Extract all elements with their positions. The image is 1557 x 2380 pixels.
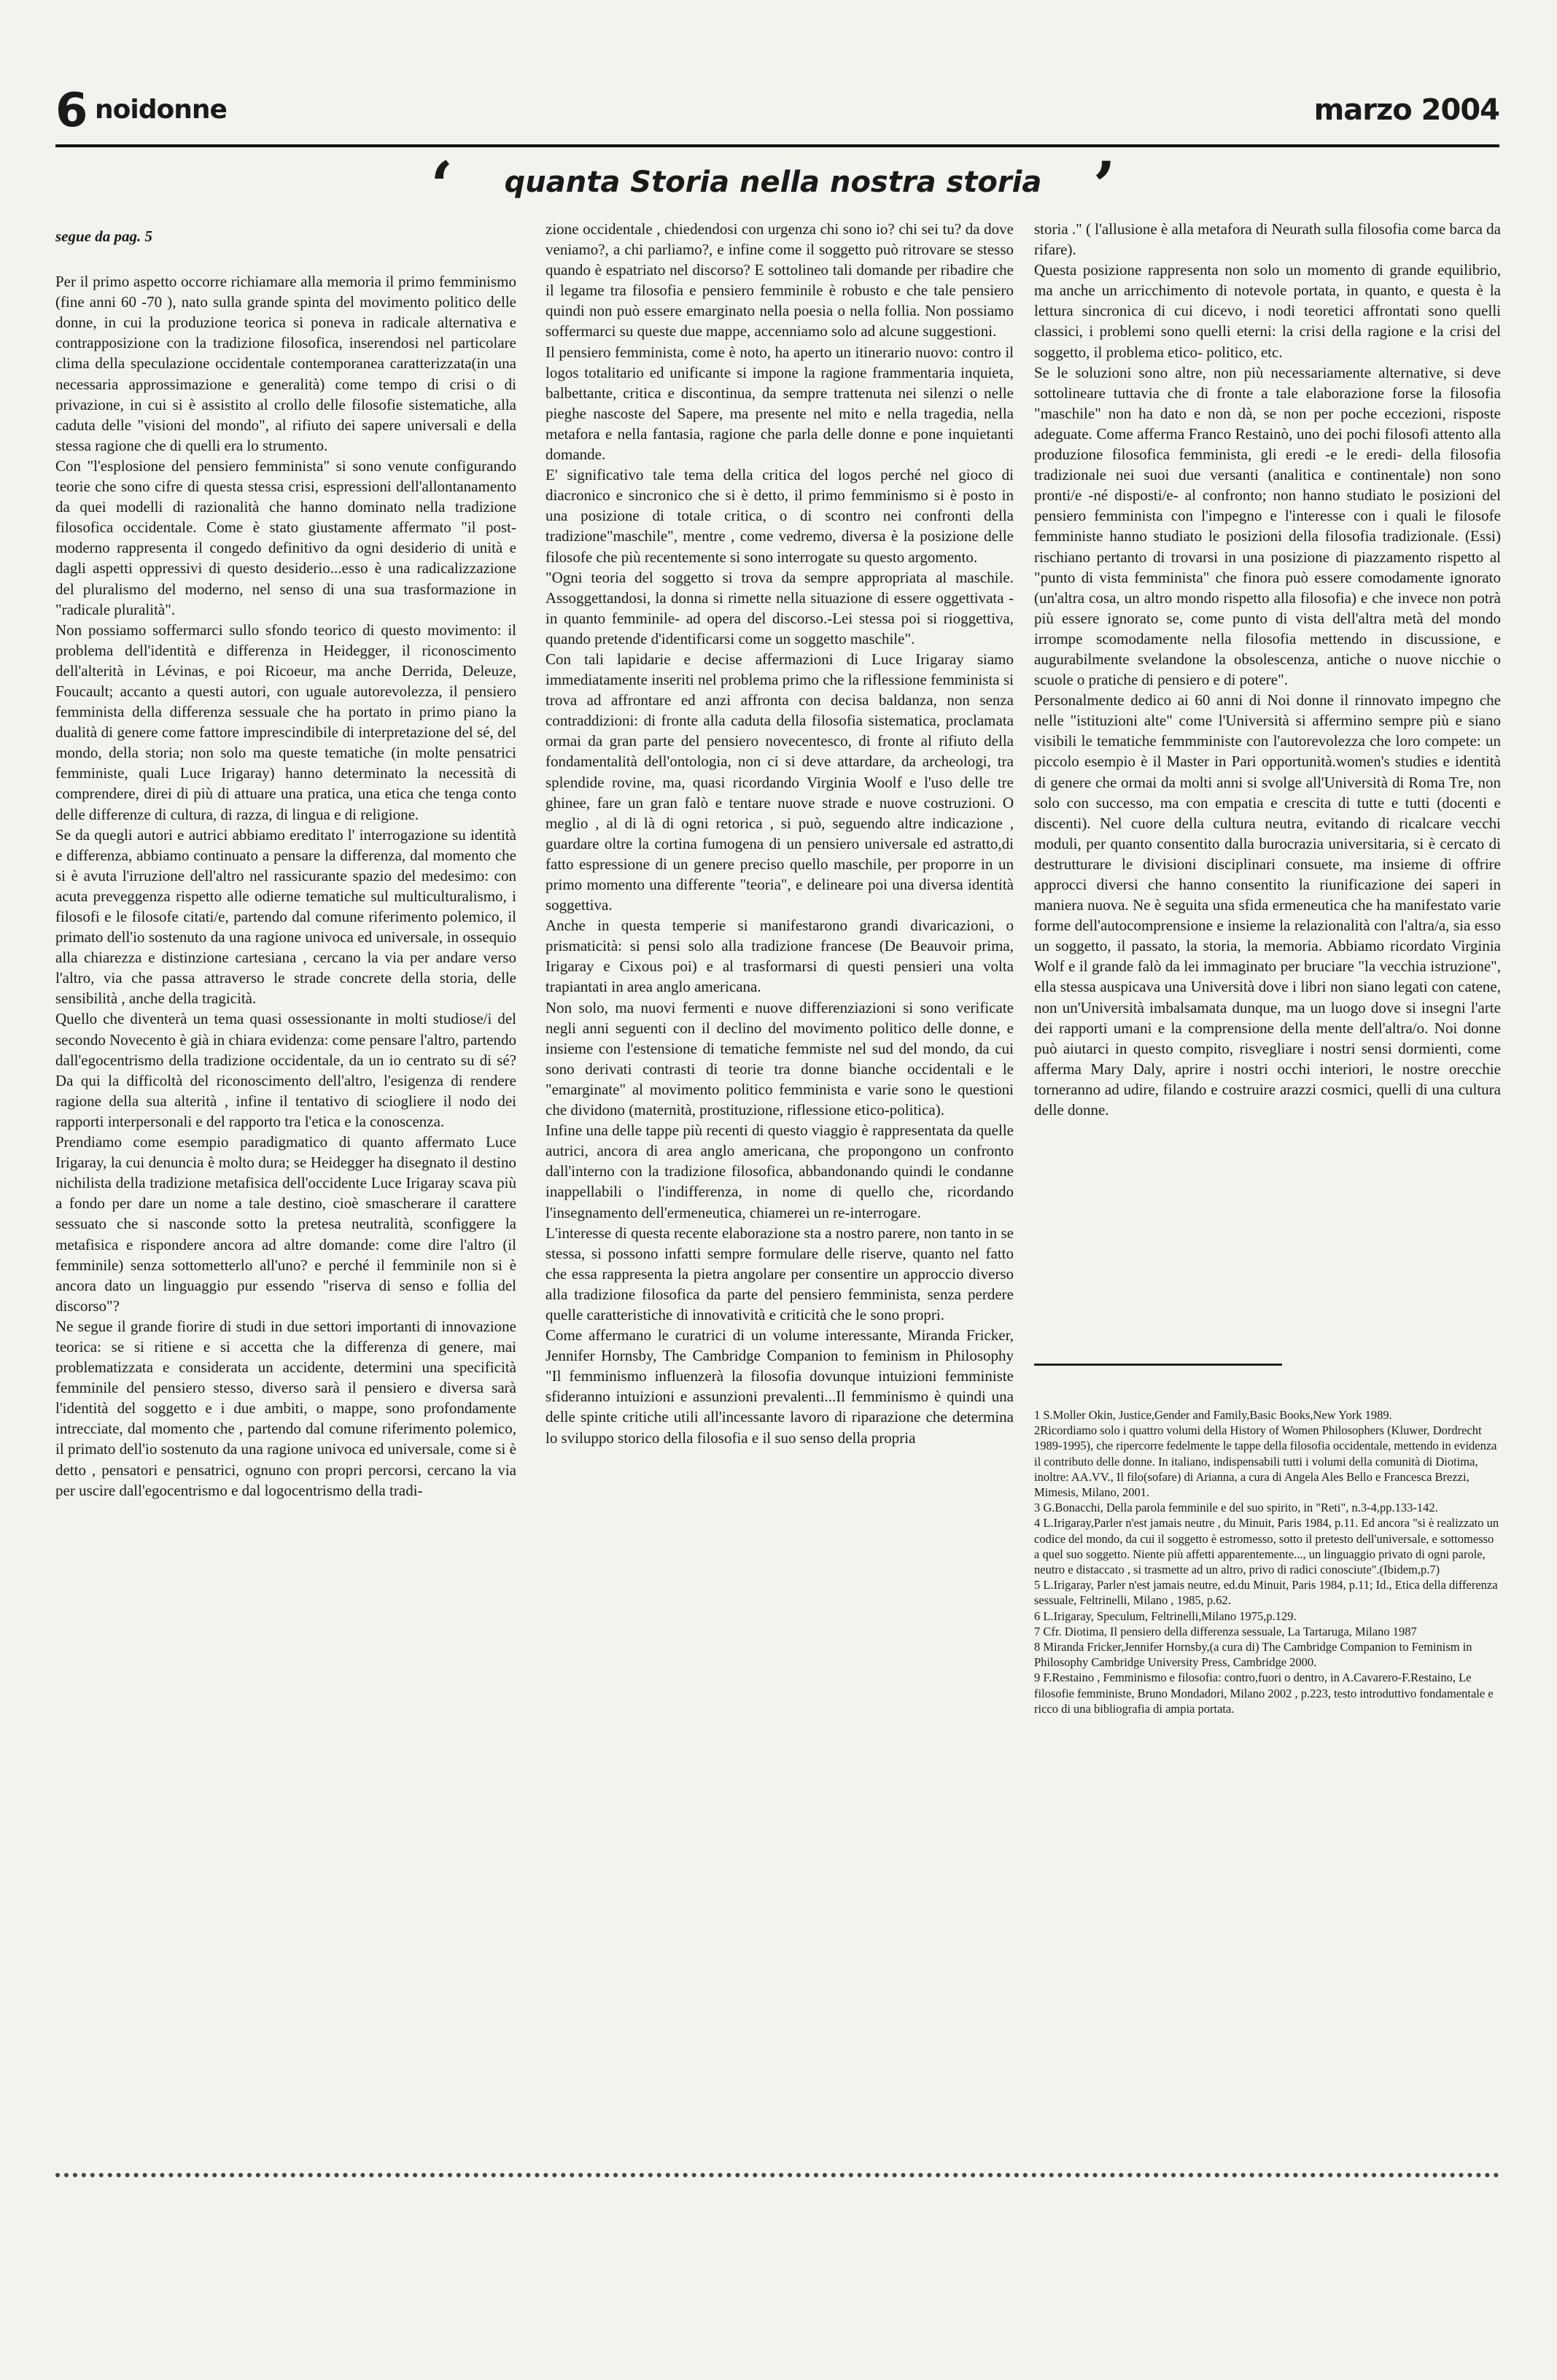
paragraph: Questa posizione rappresenta non solo un momento di grande equilibrio, ma anche un arricchimento di notevole portata, in quanto, e questa è la lettura sincronica di cui dicevo, i nodi teoretici affrontati sono quelli classici, i problemi sono quelli eterni: la crisi della ragione e la crisi del soggetto, il problema etico- politico, etc.	[1034, 261, 1501, 361]
masthead	[55, 82, 1499, 140]
paragraph: E' significativo tale tema della critica del logos perché nel gioco di diacronico e sincronico che si è detto, il primo femminismo si è posto in una posizione di totale critica, o di scontro nei confronti della tradizione"maschile", mentre , come vedremo, diversa è la posizione delle filosofe che più recentemente si sono interrogate su questo argomento.	[545, 466, 1014, 566]
paragraph: Se da quegli autori e autrici abbiamo ereditato l' interrogazione su identità e differenza, abbiamo continuato a pensare la differenza, dal momento che si è avuta l'irruzione dell'altro nel rassicurante spazio del medesimo: con acuta preveggenza rispetto alle odierne tematiche sul multiculturalismo, i filosofi e le filosofe citati/e, partendo dal comune riferimento polemico, il primato dell'io sostenuto da una ragione univoca ed universale, in ossequio alla chiarezza e distinzione cartesiana , cercano la via per andare verso l'altro, via che passa attraverso le strade concrete della storia, delle sensibilità , anche della tragicità.	[55, 825, 516, 1008]
paragraph: zione occidentale , chiedendosi con urgenza chi sono io? chi sei tu? da dove veniamo?, a chi parliamo?, e infine come il soggetto può ritrovare se stesso quando è espatriato nel discorso? E sottolineo tali domande per ribadire che il legame tra filosofia e pensiero femminile è robusto e che tale pensiero quindi non può essere emarginato nella poesia o nella follia. Non possiamo soffermarci su queste due mappe, accenniamo solo ad alcune suggestioni.	[545, 220, 1014, 341]
header-rule	[55, 144, 1499, 147]
footnote: 1 S.Moller Okin, Justice,Gender and Family,Basic Books,New York 1989.	[1034, 1408, 1392, 1422]
footnote: 9 F.Restaino , Femminismo e filosofia: contro,fuori o dentro, in A.Cavarero-F.Restaino, Le filosofie femministe, Bruno Mondadori, Milano 2002 , p.223, testo introduttivo fondamentale e ricco di una bibliografia di ampia portata.	[1034, 1671, 1494, 1716]
paragraph: Per il primo aspetto occorre richiamare alla memoria il primo femminismo (fine anni 60 -70 ), nato sulla grande spinta del movimento politico delle donne, in cui la produzione teorica si poneva in radicale alternativa e contrapposizione con la tradizione filosofica, inserendosi nel particolare clima della speculazione occidentale contemporanea caratterizzata(in una necessaria approssimazione e generalità) come tempo di crisi o di privazione, in cui si è assistito al crollo delle filosofie sistematiche, alla caduta delle "visioni del mondo", al rifiuto dei sapere universali e della stessa ragione che di quelli era lo strumento.	[55, 273, 516, 454]
footnote: 3 G.Bonacchi, Della parola femminile e del suo spirito, in "Reti", n.3-4,pp.133-142.	[1034, 1501, 1438, 1515]
paragraph: Anche in questa temperie si manifestarono grandi divaricazioni, o prismaticità: si pensi solo alla tradizione francese (De Beauvoir prima, Irigaray e Cixous poi) e al trasformarsi di questi pensieri una volta trapiantati in area anglo americana.	[545, 917, 1014, 996]
page-number: 6	[55, 84, 88, 138]
paragraph: Non solo, ma nuovi fermenti e nuove differenziazioni si sono verificate negli anni seguenti con il declino del movimento politico delle donne, e insieme con l'estensione di tematiche femmiste nel sud del mondo, da cui sono derivati contrasti di teorie tra donne bianche occidentali e le "emarginate" al movimento politico femminista e varie sono le questioni che dividono (maternità, prostituzione, riflessione etico-politica).	[545, 998, 1014, 1119]
footnote: 6 L.Irigaray, Speculum, Feltrinelli,Milano 1975,p.129.	[1034, 1609, 1297, 1623]
paragraph: Come affermano le curatrici di un volume interessante, Miranda Fricker, Jennifer Hornsby, The Cambridge Companion to feminism in Philosophy "Il femminismo influenzerà la filosofia dovunque intuizioni femministe sfideranno intuizioni e assunzioni prevalenti...Il femminismo è quindi una delle spinte critiche utili all'incessante lavoro di riparazione che determina lo sviluppo storico della filosofia e il suo senso della propria	[545, 1326, 1014, 1447]
footnote: 7 Cfr. Diotima, Il pensiero della differenza sessuale, La Tartaruga, Milano 1987	[1034, 1624, 1417, 1638]
continued-from-label: segue da pag. 5	[55, 228, 152, 245]
article-column-2	[545, 219, 1014, 2173]
footnote: 4 L.Irigaray,Parler n'est jamais neutre , du Minuit, Paris 1984, p.11. Ed ancora "si è realizzato un codice del mondo, da cui il soggetto è estromesso, sotto il pretesto dell'universale, e sottomesso a quel suo soggetto. Niente più affetti apparentemente..., un linguaggio privato di ogni parole, neutro e distaccato , si trasmette ad un altro, privo di radici conosciute".(Ibidem,p.7)	[1034, 1516, 1499, 1577]
article-column-1	[55, 226, 516, 2166]
paragraph: Prendiamo come esempio paradigmatico di quanto affermato Luce Irigaray, la cui denuncia è molto dura; se Heidegger ha disegnato il destino nichilista della tradizione metafisica dell'occidente Luce Irigaray scava più a fondo per dare un nome a tale destino, cioè smascherare il carattere sessuato che si nasconde sotto la pretesa neutralità, sconfiggere la metafisica e rispondere ancora ad altre domande: come dire l'altro (il femminile) senza sottometterlo all'uno? e perché il femminile non si è ancora dato un linguaggio pur essendo "riserva di senso e follia del discorso"?	[55, 1133, 516, 1315]
paragraph: Ne segue il grande fiorire di studi in due settori importanti di innovazione teorica: se si ritiene e si accetta che la differenza di genere, mai problematizzata e considerata un accidente, determini una specificità femminile del pensiero stesso, diverso sarà il pensiero e diversa sarà l'identità del soggetto e i due ambiti, o mappe, sono profondamente intrecciate, dal momento che , partendo dal comune riferimento polemico, il primato dell'io sostenuto da una ragione univoca ed universale, come si è detto , pensatori e pensatrici, ognuno con propri percorsi, cercano la via per uscire dall'egocentrismo e dal logocentrismo della tradi-	[55, 1317, 516, 1499]
footnote: 2Ricordiamo solo i quattro volumi della History of Women Philosophers (Kluwer, Dordrecht 1989-1995), che ripercorre fedelmente le tappe della filosofia occidentale, mettendo in evidenza il contributo delle donne. In italiano, indispensabili tutti i volumi della comunità di Diotima, inoltre: AA.VV., Il filo(sofare) di Arianna, a cura di Angela Ales Bello e Francesca Brezzi, Mimesis, Milano, 2001.	[1034, 1423, 1497, 1500]
article-column-3	[1034, 219, 1501, 1312]
section-title	[408, 147, 1138, 225]
open-quote-glyph: ‘	[430, 147, 454, 225]
paragraph: storia ." ( l'allusione è alla metafora di Neurath sulla filosofia come barca da rifare).	[1034, 220, 1501, 259]
footnote: 8 Miranda Fricker,Jennifer Hornsby,(a cura di) The Cambridge Companion to Feminism in Philosophy Cambridge University Press, Cambridge 2000.	[1034, 1640, 1472, 1670]
paragraph: Infine una delle tappe più recenti di questo viaggio è rappresentata da quelle autrici, ancora di area anglo americana, che propongono un confronto dall'interno con la tradizione filosofica, abbandonando quindi le condanne inappellabili o l'indifferenza, in nome di quello che, ricordando l'insegnamento dell'ermeneutica, chiamerei un re-interrogare.	[545, 1121, 1014, 1221]
paragraph: "Ogni teoria del soggetto si trova da sempre appropriata al maschile. Assoggettandosi, la donna si rimette nella situazione di essere oggettivata -in quanto femminile- ad opera del discorso.-Lei stessa poi si rioggettiva, quando pretende d'identificarsi come un soggetto maschile".	[545, 568, 1014, 648]
paragraph: Se le soluzioni sono altre, non più necessariamente alternative, si deve sottolineare tuttavia che di fronte a tale elaborazione forse la filosofia "maschile" non ha dato e non dà, se non per poche eccezioni, risposte adeguate. Come afferma Franco Restainò, uno dei pochi filosofi attento alla produzione filosofica femminista, gli eredi -e le eredi- della filosofia tradizionale nei suoi due versanti (analitica e continentale) non sono pronti/e -né disposti/e- al confronto; non hanno studiato le posizioni del pensiero femminista con l'impegno e l'interesse con i quali le filosofe femministe hanno studiato le posizioni della filosofia tradizionale. (Essi) rischiano pertanto di trovarsi in una posizione di piazzamento rispetto al "punto di vista femminista" che finora può essere comodamente ignorato (un'altra cosa, un altro mondo rispetto alla filosofia) e che invece non potrà più essere ignorato se, come punto di vista dell'altra metà del mondo irrompe scomodamente nella filosofia mettendo in discussione, e augurabilmente svelandone la obsolescenza, antiche o nuove nicchie o scuole o pratiche di pensiero e di potere".	[1034, 363, 1501, 689]
footnote: 5 L.Irigaray, Parler n'est jamais neutre, ed.du Minuit, Paris 1984, p.11; Id., Etica della differenza sessuale, Feltrinelli, Milano , 1985, p.62.	[1034, 1578, 1498, 1608]
close-quote-glyph: ’	[1092, 147, 1116, 225]
paragraph: Il pensiero femminista, come è noto, ha aperto un itinerario nuovo: contro il logos totalitario ed unificante si impone la ragione frammentaria inquieta, balbettante, critica e discontinua, da sempre trattenuta nei silenzi o nelle pieghe nascoste del Sapere, ma presente nel mito e nella tragedia, nella metafora e nella fantasia, ragione che parla delle donne e pone inquietanti domande.	[545, 343, 1014, 464]
section-title-text: quanta Storia nella nostra storia	[504, 166, 1042, 199]
paragraph: L'interesse di questa recente elaborazione sta a nostro parere, non tanto in se stessa, si possono infatti sempre formulare delle riserve, quanto nel fatto che essa rappresenta la pietra angolare per consentire un approccio diverso alla tradizione filosofica da parte del pensiero femminista, senza perdere quelle caratteristiche di innovatività e criticità che le sono propri.	[545, 1224, 1014, 1323]
masthead-name: noidonne	[95, 95, 227, 125]
issue-date: marzo 2004	[1313, 93, 1499, 127]
paragraph: Personalmente dedico ai 60 anni di Noi donne il rinnovato impegno che nelle "istituzioni alte" come l'Università si affermino sempre più e siano visibili le tematiche femmministe con l'autorevolezza che loro compete: un piccolo esempio è il Master in Pari opportunità.women's studies e identità di genere che ormai da molti anni si svolge all'Università di Roma Tre, non solo con successo, ma con empatia e crescita di tutte e tutti (docenti e discenti). Nel cuore della cultura neutra, evitando di ricalcare vecchi moduli, per quanto consentito dalla burocrazia universitaria, si è cercato di destrutturare le divisioni disciplinari consuete, ma insieme di offrire approcci diversi che hanno consentito la riunificazione dei saperi in maniera nuova. Ne è seguita una sfida ermeneutica che ha manifestato varie forme dell'autocomprensione e insieme la relazionalità con l'altra/a, sia esso un soggetto, il passato, la storia, la memoria. Abbiamo ricordato Virginia Wolf e il grande falò da lei immaginato per bruciare "la vecchia istruzione", ella stessa auspicava una Università dove i libri non siano legati con catene, non un'Università imbalsamata dunque, ma un luogo dove si insegni l'arte dei rapporti umani e la comprensione della mente dell'altra/o. Noi donne può aiutarci in questo compito, risvegliare i nostri sensi dormienti, come afferma Mary Daly, aprire i nostri occhi interiori, le nostre orecchie torneranno ad udire, filando e costruire arazzi cosmici, quelli di una cultura delle donne.	[1034, 691, 1501, 1119]
paragraph: Con "l'esplosione del pensiero femminista" si sono venute configurando teorie che sono cifre di questa stessa crisi, espressioni dell'allontanamento da quei modelli di razionalità che hanno dominato nella tradizione filosofica occidentale. Come è stato giustamente affermato "il post-moderno rappresenta il congedo definitivo da ogni desiderio di unità e dagli aspetti oppressivi di questo desiderio...esso è una radicalizzazione del pluralismo del moderno, nel senso di una sua trasformazione in "radicale pluralità".	[55, 456, 516, 618]
footnotes	[1034, 1407, 1501, 2166]
paragraph: Non possiamo soffermarci sullo sfondo teorico di questo movimento: il problema dell'identità e differenza in Heidegger, il riconoscimento dell'alterità in Lévinas, e poi Ricoeur, ma anche Derrida, Deleuze, Foucault; accanto a questi autori, con uguale autorevolezza, il pensiero femminista della differenza sessuale che ha portato in primo piano la dualità di genere come fattore imprescindibile di interpretazione del sé, del mondo, della storia; non solo ma queste tematiche (in molte pensatrici femministe, quali Luce Irigaray) hanno determinato la necessità di comprendere, direi di più di attuare una pratica, una etica che tenga conto delle differenze di cultura, di razza, di lingua e di religione.	[55, 621, 516, 823]
footnote-rule	[1034, 1364, 1282, 1366]
paragraph: Quello che diventerà un tema quasi ossessionante in molti studiose/i del secondo Novecento è già in chiara evidenza: come pensare l'altro, partendo dall'egocentrismo della tradizione occidentale, da un io centrato su di sé? Da qui la difficoltà del riconoscimento dell'altro, l'esigenza di rendere ragione della sua alterità , infine il tentativo di sciogliere il nodo dei rapporti interpersonali e del rapporto tra l'etica e la conoscenza.	[55, 1010, 516, 1130]
paragraph: Con tali lapidarie e decise affermazioni di Luce Irigaray siamo immediatamente inseriti nel problema primo che la riflessione femminista si trova ad affrontare ed anzi affronta con decisa baldanza, non senza contraddizioni: di fronte alla caduta della filosofia sistematica, proclamata ormai da gran parte del pensiero novecentesco, di fronte al rifiuto della fondamentalità dell'ontologia, non ci si deve attardare, da archeologi, tra splendide rovine, ma, quasi ricordando Virginia Woolf e l'uso delle tre ghinee, fare un gran falò e tentare nuove strade e nuove costruzioni. O meglio , al di là di ogni retorica , si può, seguendo altre indicazione , guardare oltre la cortina fumogena di un pensiero universale ed astratto,di fatto espressione di un genere preciso quello maschile, per proporre in un primo momento una differente "teoria", e delineare poi una diversa identità soggettiva.	[545, 650, 1014, 914]
section-divider	[55, 2173, 1499, 2177]
